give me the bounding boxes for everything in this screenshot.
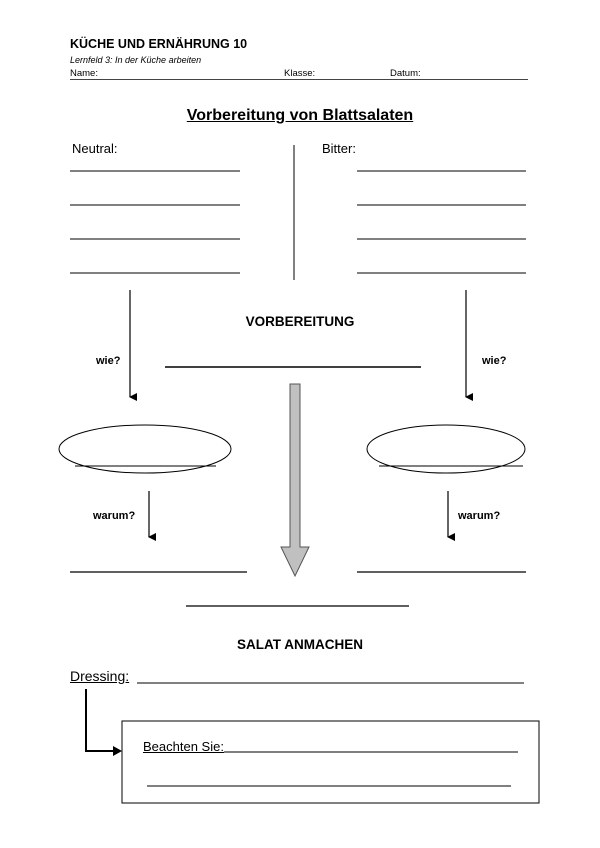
course-title: KÜCHE UND ERNÄHRUNG 10 [70, 37, 248, 51]
neutral-label: Neutral: [72, 141, 118, 156]
why-label-right: warum? [458, 510, 501, 522]
neutral-answer-lines [70, 171, 240, 273]
note-box [122, 721, 539, 803]
unit-subtitle: Lernfeld 3: In der Küche arbeiten [70, 55, 202, 65]
bitter-answer-lines [357, 171, 526, 273]
class-label: Klasse: [284, 68, 316, 79]
how-label-left: wie? [96, 355, 121, 367]
center-flow-arrow [281, 384, 309, 576]
note-label: Beachten Sie: [143, 739, 224, 754]
preparation-heading: VORBEREITUNG [245, 314, 355, 329]
page-title: Vorbereitung von Blattsalaten [186, 107, 414, 124]
name-label: Name: [70, 68, 98, 79]
bitter-label: Bitter: [322, 141, 356, 156]
dressing-label: Dressing: [70, 668, 130, 684]
dressing-arrowhead [113, 746, 122, 756]
why-label-left: warum? [93, 510, 136, 522]
salad-dressing-heading: SALAT ANMACHEN [237, 637, 363, 652]
how-label-right: wie? [482, 355, 507, 367]
date-label: Datum: [390, 68, 421, 79]
dressing-elbow-arrow [86, 689, 114, 751]
